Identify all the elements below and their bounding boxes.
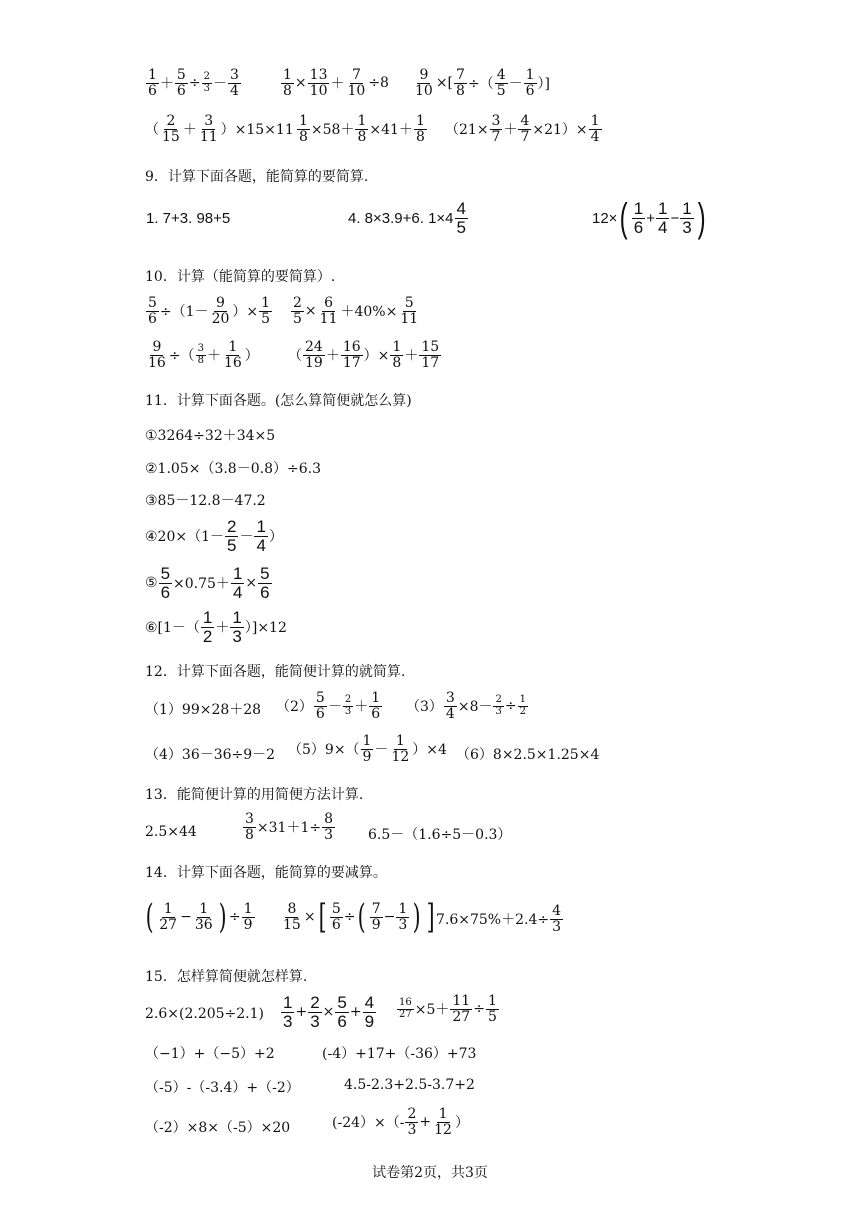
question-15-title: 15．怎样算简便就怎样算. [145,969,308,985]
expr-12-4: （4）36－36÷9－2 [145,747,276,763]
item-11-4: ④20×（1－ 2 5 － 1 4 ） [145,517,283,555]
item-11-2: ②1.05×（3.8－0.8）÷6.3 [145,461,321,477]
question-14-title: 14．计算下面各题，能简算的要减算。 [145,865,387,881]
item-11-1: ①3264÷32＋34×5 [145,428,276,444]
expr-12-6: （6）8×2.5×1.25×4 [456,747,600,763]
item-11-6: ⑥[1－（ 1 2 ＋ 1 3 ）]×12 [145,608,287,646]
expr-9-3: 12× ( 1 6 + $\frac{1}{4}$ − $\frac{1}{3}$ ) [592,196,706,240]
expr-13-2: $\frac{3}{8}$ ×31＋1÷ $\frac{8}{3}$ [245,811,334,843]
item-11-3: ③85－12.8－47.2 [145,493,266,509]
expr-15-9: (-24）×（- 2 3 + $\frac{1}{12}$ ） [332,1106,469,1138]
page-footer: 试卷第2页，共3页 [372,1165,488,1181]
expr-12-1: （1）99×28＋28 [145,702,262,718]
question-12-title: 12．计算下面各题，能简便计算的就简算. [145,664,406,680]
expr-14-2: $\frac{8}{15}$ × [ $\frac{5}{6}$ ÷ ( 7 9 − $\frac{1}{3}$ ) ] [283,897,435,937]
expr-8-1-1: 1 6 ＋ $\frac{5}{6}$ ÷ $\frac{2}{3}$ － 3 4 [148,67,239,99]
expr-15-6: （-5）-（-3.4）+（-2） [145,1080,300,1096]
expr-15-4: （−1）+（−5）+2 [145,1046,275,1062]
question-13-title: 13．能简便计算的用简便方法计算. [145,787,364,803]
expr-10-3: $\frac{9}{16}$ ÷（ 3 8 ＋ 1 16 ） [148,339,259,371]
question-11-title: 11．计算下面各题。(怎么算简便就怎么算) [145,393,412,409]
expr-15-8: （-2）×8×（-5）×20 [145,1120,291,1136]
expr-14-1: ( 1 27 − $\frac{1}{36}$ ) ÷ $\frac{1}{9}$ [145,897,253,937]
expr-15-5: (-4）+17+（-36）+73 [322,1046,477,1062]
expr-8-1-2: $\frac{1}{8}$ × $\frac{13}{10}$ ＋ $\frac{7}{10}$ ÷8 [283,67,389,99]
question-10-title: 10．计算（能简算的要简算）. [145,269,336,285]
expr-9-2: 4. 8×3.9+6. 1×4 4 5 [348,199,466,237]
expr-12-5: （5）9×（ 1 9 － 1 12 ）×4 [288,733,447,765]
expr-10-1: $\frac{5}{6}$ ÷（1－ 9 20 ）× $\frac{1}{5}$ [148,295,271,327]
expr-13-3: 6.5－（1.6÷5－0.3） [368,827,512,843]
expr-8-2-1: （ 2 15 ＋ 3 11 ）×15×11 [145,113,294,145]
expr-14-3: 7.6×75%＋2.4÷ $\frac{4}{3}$ [436,903,562,935]
expr-12-2: （2） 5 6 － 2 3 ＋ 1 6 [276,690,381,722]
item-11-5: ⑤ $\frac{5}{6}$ ×0.75＋ $\frac{1}{4}$ × $\frac{5}{6}$ [145,564,270,602]
expr-15-7: 4.5-2.3+2.5-3.7+2 [344,1077,475,1093]
expr-8-2-2: $\frac{1}{8}$ ×58＋ $\frac{1}{8}$ ×41＋ 1 8 [299,113,425,145]
question-9-title: 9．计算下面各题，能简算的要简算. [145,169,369,185]
expr-8-2-3: （21× $\frac{3}{7}$ ＋ $\frac{4}{7}$ ×21）× $\frac{1}{4}$ [445,113,600,145]
expr-10-4: （ 24 19 ＋ 16 17 ）× $\frac{1}{8}$ ＋ 15 17 [288,339,440,371]
expr-12-3: （3） $\frac{3}{4}$ ×8－ $\frac{2}{3}$ ÷ $\frac{1}{2}$ [406,690,526,722]
expr-15-2: 1 3 + $\frac{2}{3}$ × $\frac{5}{6}$ + $\frac{4}{9}$ [283,993,375,1031]
expr-9-1: 1. 7+3. 98+5 [146,210,231,227]
expr-15-3: $\frac{16}{27}$ ×5＋ $\frac{11}{27}$ ÷ $\frac{1}{5}$ [399,993,497,1025]
expr-10-2: $\frac{2}{5}$ × $\frac{6}{11}$ ＋40%× $\frac{5}{11}$ [293,295,419,327]
expr-8-1-3: $\frac{9}{10}$ ×[ $\frac{7}{8}$ ÷（ 4 5 － 1 6 ）] [415,67,550,99]
expr-13-1: 2.5×44 [145,824,197,840]
expr-15-1: 2.6×(2.205÷2.1) [145,1006,264,1022]
